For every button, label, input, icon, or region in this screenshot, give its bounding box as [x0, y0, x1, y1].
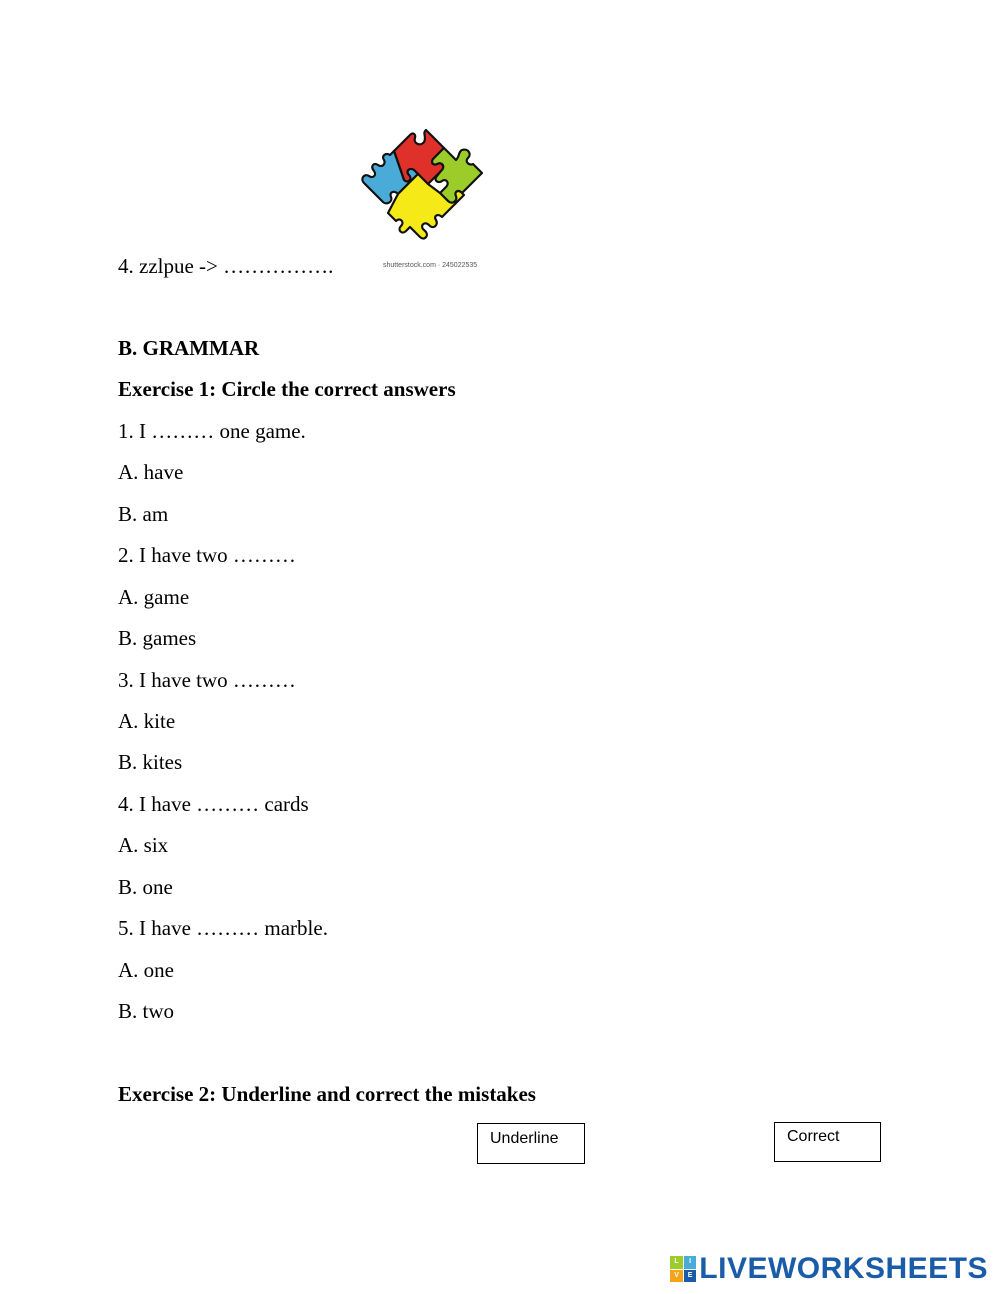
option-2a[interactable]: A. game: [118, 585, 190, 609]
question-3: 3. I have two ………: [118, 668, 296, 692]
logo-mark-e: E: [684, 1270, 697, 1283]
option-5b[interactable]: B. two: [118, 999, 175, 1023]
vocab-item-4: 4. zzlpue -> …………….: [118, 254, 334, 278]
logo-mark-l: L: [670, 1256, 683, 1269]
option-1a[interactable]: A. have: [118, 460, 184, 484]
option-2b[interactable]: B. games: [118, 626, 197, 650]
option-3b[interactable]: B. kites: [118, 750, 183, 774]
image-credit: shutterstock.com · 245022535: [383, 262, 478, 269]
option-4b[interactable]: B. one: [118, 875, 173, 899]
underline-box[interactable]: Underline: [477, 1123, 585, 1164]
question-4: 4. I have ……… cards: [118, 792, 309, 816]
liveworksheets-logo: [670, 1252, 988, 1286]
option-5a[interactable]: A. one: [118, 958, 174, 982]
exercise-1-title: Exercise 1: Circle the correct answers: [118, 377, 456, 401]
logo-mark-icon: [670, 1256, 696, 1282]
logo-mark-v: V: [670, 1270, 683, 1283]
option-1b[interactable]: B. am: [118, 502, 169, 526]
logo-mark-i: I: [684, 1256, 697, 1269]
correct-box[interactable]: Correct: [774, 1122, 881, 1162]
puzzle-pieces-image: [358, 126, 488, 250]
logo-text: LIVEWORKSHEETS: [699, 1252, 988, 1285]
exercise-2-title: Exercise 2: Underline and correct the mistakes: [118, 1082, 536, 1106]
option-3a[interactable]: A. kite: [118, 709, 176, 733]
option-4a[interactable]: A. six: [118, 833, 169, 857]
question-2: 2. I have two ………: [118, 543, 296, 567]
section-title-grammar: B. GRAMMAR: [118, 336, 260, 360]
question-1: 1. I ……… one game.: [118, 419, 306, 443]
question-5: 5. I have ……… marble.: [118, 916, 328, 940]
